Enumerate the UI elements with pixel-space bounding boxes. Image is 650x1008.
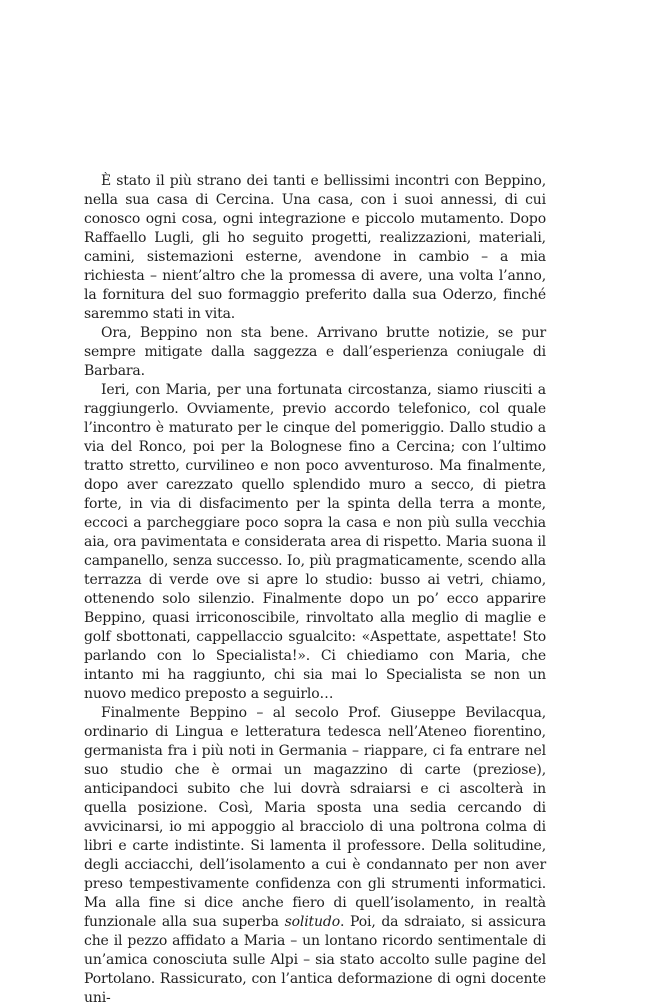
paragraph-2: Ora, Beppino non sta bene. Arrivano brutte notizie, se pur sempre mitigate dalla saggezza e dall’esperienza coniugale di Barbara. <box>84 325 546 379</box>
page-body-text <box>84 172 546 1008</box>
paragraph-3: Ieri, con Maria, per una fortunata circostanza, siamo riusciti a raggiungerlo. Ovviamente, previo accordo telefonico, col quale l’incontro è maturato per le cinque del pomeriggio. Dallo studio a via del Ronco, poi per la Bolognese fino a Cercina; con l’ultimo tratto stretto, curvilineo e non poco avventuroso. Ma finalmente, dopo aver carezzato quello splendido muro a secco, di pietra forte, in via di disfacimento per la spinta della terra a monte, eccoci a parcheggiare poco sopra la casa e non più sulla vecchia aia, ora pavimentata e considerata area di rispetto. Maria suona il campanello, senza successo. Io, più pragmaticamente, scendo alla terrazza di verde ove si apre lo studio: busso ai vetri, chiamo, ottenendo solo silenzio. Finalmente dopo un po’ ecco apparire Beppino, quasi irriconoscibile, rinvoltato alla meglio di maglie e golf sbottonati, cappellaccio sgualcito: «Aspettate, aspettate! Sto parlando con lo Specialista!». Ci chiediamo con Maria, che intanto mi ha raggiunto, chi sia mai lo Specialista se non un nuovo medico preposto a seguirlo… <box>84 382 546 702</box>
paragraph-4 <box>84 704 546 1008</box>
paragraph-4-text-after: . Poi, da sdraiato, si assicura che il pezzo affidato a Maria – un lontano ricordo sentimentale di un’amica conosciuta sulle Alpi – sia stato accolto sulle pagine del Portolano. Rassicurato, con l’antica deformazione di ogni docente uni- <box>84 914 546 1006</box>
paragraph-1: È stato il più strano dei tanti e bellissimi incontri con Beppino, nella sua casa di Cercina. Una casa, con i suoi annessi, di cui conosco ogni cosa, ogni integrazione e piccolo mutamento. Dopo Raffaello Lugli, gli ho seguito progetti, realizzazioni, materiali, camini, sistemazioni esterne, avendone in cambio – a mia richiesta – nient’altro che la promessa di avere, una volta l’anno, la fornitura del suo formaggio preferito dalla sua Oderzo, finché saremmo stati in vita. <box>84 173 546 322</box>
italic-word-solitudo: solitudo <box>284 914 340 930</box>
paragraph-4-text-before: Finalmente Beppino – al secolo Prof. Giuseppe Bevilacqua, ordinario di Lingua e letteratura tedesca nell’Ateneo fiorentino, germanista fra i più noti in Germania – riappare, ci fa entrare nel suo studio che è ormai un magazzino di carte (preziose), anticipandoci subito che lui dovrà sdraiarsi e ci ascolterà in quella posizione. Così, Maria sposta una sedia cercando di avvicinarsi, io mi appoggio al bracciolo di una poltrona colma di libri e carte indistinte. Si lamenta il professore. Della solitudine, degli acciacchi, dell’isolamento a cui è condannato per non aver preso tempestivamente confidenza con gli strumenti informatici. Ma alla fine si dice anche fiero di quell’isolamento, in realtà funzionale alla sua superba <box>84 705 546 930</box>
